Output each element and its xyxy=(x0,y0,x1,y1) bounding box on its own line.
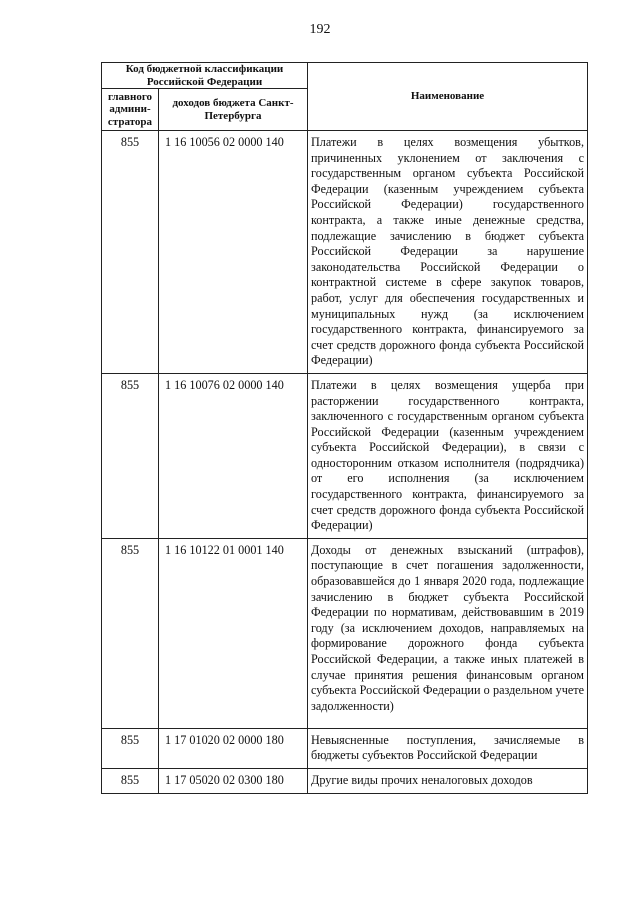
revenue-name-cell: Невыясненные поступления, зачисляемые в бюджеты субъектов Российской Федерации xyxy=(308,728,588,768)
table-header-row xyxy=(102,63,588,89)
revenue-name-cell: Другие виды прочих неналоговых доходов xyxy=(308,769,588,794)
revenue-code-cell: 1 17 05020 02 0300 180 xyxy=(159,769,308,794)
revenue-code-cell: 1 16 10056 02 0000 140 xyxy=(159,131,308,374)
table-row xyxy=(102,769,588,794)
revenue-code-cell: 1 16 10122 01 0001 140 xyxy=(159,538,308,728)
admin-code-cell: 855 xyxy=(102,728,159,768)
page-number: 192 xyxy=(309,22,331,37)
table-row xyxy=(102,728,588,768)
table-row xyxy=(102,538,588,728)
revenue-code-cell: 1 17 01020 02 0000 180 xyxy=(159,728,308,768)
admin-code-cell: 855 xyxy=(102,769,159,794)
admin-code-cell: 855 xyxy=(102,131,159,374)
admin-code-cell: 855 xyxy=(102,373,159,538)
revenue-name-cell: Доходы от денежных взысканий (штрафов), поступающие в счет погашения задолженности, образовавшейся до 1 января 2020 года, подлежащие зачислению в бюджет субъекта Российской Федерации по нормативам, действовавшим в 2019 году (за исключением доходов, направляемых на формирование дорожного фонда субъекта Российской Федерации, а также иных платежей в случае принятия решения финансовым органом субъекта Российской Федерации о раздельном учете задолженности) xyxy=(308,538,588,728)
revenue-name-cell: Платежи в целях возмещения убытков, причиненных уклонением от заключения с государственным органом субъекта Российской Федерации (казенным учреждением субъекта Российской Федерации) государственного контракта, а также иные денежные средства, подлежащие зачислению в бюджет субъекта Российской Федерации за нарушение законодательства Российской Федерации о контрактной системе в сфере закупок товаров, работ, услуг для обеспечения государственных и муниципальных нужд (за исключением государственного контракта, финансируемого за счет средств дорожного фонда субъекта Российской Федерации) xyxy=(308,131,588,374)
table-row xyxy=(102,373,588,538)
revenue-name-cell: Платежи в целях возмещения ущерба при расторжении государственного контракта, заключенного с государственным органом субъекта Российской Федерации (казенным учреждением субъекта Российской Федерации), в связи с односторонним отказом исполнителя (подрядчика) от его исполнения (за исключением государственного контракта, финансируемого за счет средств дорожного фонда субъекта Российской Федерации) xyxy=(308,373,588,538)
table-row xyxy=(102,131,588,374)
header-revenue-code: доходов бюджета Санкт-Петербурга xyxy=(159,89,308,131)
revenue-code-cell: 1 16 10076 02 0000 140 xyxy=(159,373,308,538)
header-chief-administrator: главного админи-стратора xyxy=(102,89,159,131)
admin-code-cell: 855 xyxy=(102,538,159,728)
header-name: Наименование xyxy=(308,63,588,131)
budget-classification-table xyxy=(101,62,588,794)
header-classification-code: Код бюджетной классификации Российской Федерации xyxy=(102,63,308,89)
